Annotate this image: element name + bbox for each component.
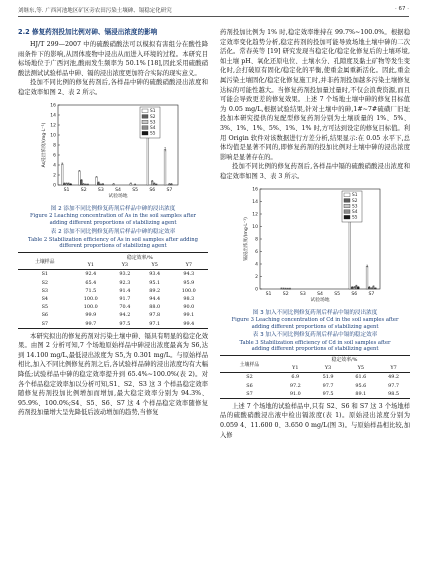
y-tick-label: 6 bbox=[53, 153, 56, 159]
table-2-caption: 表 2 添加不同比例修复药剂后样品中砷的稳定效率 bbox=[50, 229, 176, 236]
legend-swatch bbox=[344, 193, 350, 197]
table-cell: 99.4 bbox=[170, 319, 208, 328]
page-number: · 67 · bbox=[395, 6, 409, 12]
row-label: S3 bbox=[41, 287, 49, 294]
group-header: 稳定效率/% bbox=[72, 252, 208, 261]
x-tick-label: S6 bbox=[351, 291, 358, 297]
row-label: S2 bbox=[41, 279, 49, 286]
legend-label: S3 bbox=[352, 203, 358, 209]
y-tick-label: 10 bbox=[252, 224, 258, 230]
row-label: S4 bbox=[41, 295, 49, 302]
right-column bbox=[220, 28, 410, 440]
x-tick-label: S7 bbox=[166, 187, 173, 193]
paragraph: 上述 7 个场地的试验样品中,只有 S2、S6 和 S7 这 3 个场地样品的硫酸硝酸浸出液中检出镉浓度(表 1)。原始浸出浓度分别为 0.059 4、11.600 0、3.650 0 mg/L(图 3)。与原始样品相比较,加入修 bbox=[220, 402, 410, 439]
y-axis-label: 镉浸出浓度/(mg·L⁻¹) bbox=[244, 216, 249, 261]
row-label: S1 bbox=[18, 270, 72, 279]
y-tick-label: 0 bbox=[53, 183, 56, 189]
x-tick-label: S4 bbox=[317, 291, 323, 297]
table-2-grid bbox=[18, 252, 208, 329]
x-tick-label: S1 bbox=[63, 187, 70, 193]
x-tick-label: S2 bbox=[80, 187, 87, 193]
figure-3 bbox=[220, 185, 410, 331]
x-tick-label: S1 bbox=[265, 291, 272, 297]
legend-label: S1 bbox=[150, 108, 156, 114]
legend-swatch bbox=[142, 131, 148, 135]
table-cell: 98.5 bbox=[377, 390, 410, 399]
figure-2 bbox=[18, 101, 208, 227]
table-cell: 100.0 bbox=[181, 287, 196, 294]
table-cell: 99.9 bbox=[85, 312, 97, 319]
y-tick-label: 8 bbox=[255, 237, 258, 243]
header-title: 刘继东,等. 广西河池地区矿区旁农田污染土壤砷、镉稳定化研究 bbox=[18, 8, 172, 14]
table-row bbox=[18, 279, 208, 287]
x-tick-label: S5 bbox=[132, 187, 139, 193]
y-tick-label: 10 bbox=[50, 133, 56, 139]
table-cell: 91.0 bbox=[279, 390, 312, 399]
paragraph: HJ/T 299—2007 中的硫酸硝酸法可以模拟有害组分在酸性降雨条件下的影响,从固体废物中浸出从而进入环境的过程。本研究目标场地位于广西河池,酸雨发生频率为 50.1% [18],因此采用硫酸硝酸法测试试验样品中砷、镉的浸出浓度更加符合实际的现实意义。 bbox=[18, 41, 208, 77]
table-3-caption: 表 3 加入不同比例修复药剂后样品中镉的稳定效率 bbox=[252, 332, 378, 339]
legend-swatch bbox=[142, 125, 148, 129]
table-row bbox=[220, 373, 410, 382]
table-cell: 95.9 bbox=[183, 279, 195, 286]
paragraph: 药剂投加比例为 1% 时,稳定效率维持在 99.7%~100.0%。根据稳定效率变化趋势分析,稳定药剂的投加可能导致场地土壤中砷的二次活化。常春英等 [19] 研究发现当稳定化/稳定化修复后的土壤环境,如土壤 pH、氧化还原电位、土壤水分、孔隙度及黏土矿物等发生变化时,会打破原有固化/稳定化的平衡,使重金属重新活化。因此,重金属污染土壤固化/稳定化修复施工时,并非药剂投加越多污染土壤修复达标的可能性越大。当修复药剂投加量过量时,不仅会浪费资源,而且可能会导致更差的修复效果。上述 7 个场地土壤中砷的修复目标值为 0.05 mg/L,根据试验结果,针对土壤中的砷,1#~7#硫磺厂旧址投加本研究提供的复配型修复药剂分别为土壤质量的 1%、5%、3%、1%、1%、5%、1%、1% 时,方可达到设定的修复目标值。利用 Origin 软件对该数据进行方差分析,结果显示:在 0.05 水平下,总体均值是显著不同的,即修复药剂的投加比例对土壤中砷的浸出浓度影响是显著存在的。 bbox=[220, 29, 410, 161]
table-cell: 95.6 bbox=[355, 382, 367, 389]
bar bbox=[61, 164, 63, 185]
figure-3-caption: 图 3 加入不同比例修复药剂后样品中镉的浸出浓度 bbox=[252, 309, 378, 316]
legend-label: S3 bbox=[150, 119, 156, 125]
row-label: S6 bbox=[41, 312, 49, 319]
x-axis-label: 试验场地 bbox=[108, 193, 128, 199]
table-cell: 92.3 bbox=[119, 279, 131, 286]
row-label: S5 bbox=[41, 304, 49, 311]
bar bbox=[96, 177, 98, 185]
y-axis-label: As浸出浓度/(mg·L⁻¹) bbox=[42, 122, 47, 167]
table-cell: 61.6 bbox=[344, 373, 377, 382]
paragraph: 本研究拟出的修复药剂对污染土壤中砷、镉具有明显的稳定化效果。由图 2 分析可知,7 个场地原始样品中砷浸出浓度最高为 S6,达到 14.100 mg/L,最低浸出浓度为 S5,为 0.301 mg/L。与原始样品相比,加入不同比例修复药剂之后,各试验样品砷的浸出浓度均有大幅降低;试验样品中砷的稳定效率提升到 65.4%~100.0%(表 2)。对各个样品稳定效率加以分析可知,S1、S2、S3 这 3 个样品稳定效率随修复药剂投加比例增加而增加,最大稳定效率分别为 94.3%、95.9%、100.0%;S4、S5、S6、S7 这 4 个样品稳定效率随修复药剂投加量增大呈先降低后波动增加的趋势,当修复 bbox=[18, 332, 208, 417]
table-cell: 97.5 bbox=[110, 319, 140, 328]
table-cell: 99.7 bbox=[72, 319, 110, 328]
y-tick-label: 14 bbox=[50, 113, 56, 119]
table-cell: 94.3 bbox=[170, 270, 208, 279]
row-label: S7 bbox=[220, 390, 279, 399]
row-label: S2 bbox=[220, 373, 279, 382]
x-tick-label: S3 bbox=[97, 187, 104, 193]
table-cell: 95.1 bbox=[149, 279, 161, 286]
table-3 bbox=[220, 332, 410, 399]
x-tick-label: S7 bbox=[368, 291, 375, 297]
table-cell: 90.0 bbox=[183, 304, 195, 311]
legend-swatch bbox=[344, 209, 350, 213]
figure-2-caption: 图 2 添加不同比例修复药剂后样品中砷的浸出浓度 bbox=[50, 205, 176, 212]
table-row bbox=[18, 311, 208, 319]
legend-label: S1 bbox=[352, 192, 358, 198]
table-cell: 51.9 bbox=[312, 373, 345, 382]
table-cell: 100.0 bbox=[83, 304, 98, 311]
legend-label: S5 bbox=[150, 131, 156, 137]
column-header: Y7 bbox=[185, 262, 192, 269]
x-tick-label: S2 bbox=[282, 291, 289, 297]
x-tick-label: S5 bbox=[334, 291, 341, 297]
y-tick-label: 12 bbox=[50, 123, 56, 129]
table-cell: 91.4 bbox=[119, 287, 131, 294]
y-tick-label: 2 bbox=[53, 173, 56, 179]
table-row bbox=[18, 270, 208, 279]
column-header: Y3 bbox=[121, 262, 129, 269]
row-label: S7 bbox=[18, 319, 72, 328]
table-cell: 49.2 bbox=[377, 373, 410, 382]
y-tick-label: 16 bbox=[252, 187, 258, 193]
table-cell: 100.0 bbox=[83, 295, 98, 302]
column-header: Y5 bbox=[151, 262, 158, 269]
running-header bbox=[18, 4, 409, 16]
column-header: Y7 bbox=[390, 365, 397, 372]
table-cell: 89.1 bbox=[344, 390, 377, 399]
column-header: Y1 bbox=[87, 262, 94, 269]
left-column bbox=[18, 28, 208, 418]
y-tick-label: 14 bbox=[252, 199, 258, 205]
x-tick-label: S3 bbox=[299, 291, 306, 297]
table-cell: 94.2 bbox=[119, 312, 131, 319]
paragraph: 投加不同比例的修复药剂后,各样品中砷的硫酸硝酸浸出浓度和稳定效率如图 2、表 2 所示。 bbox=[18, 79, 208, 96]
y-tick-label: 8 bbox=[53, 143, 56, 149]
figure-2-caption-en: Figure 2 Leaching concentration of As in the soil samples after adding different proportions of stabilizing agent bbox=[29, 213, 197, 226]
legend-label: S2 bbox=[150, 114, 156, 120]
figure-3-chart bbox=[220, 185, 410, 305]
paragraph: 投加不同比例的修复药剂后,各样品中镉的硫酸硝酸浸出浓度和稳定效率如图 3、表 3 所示。 bbox=[220, 163, 410, 180]
section-title: 2.2 修复药剂投加比例对砷、镉浸出浓度的影响 bbox=[18, 28, 158, 36]
group-header: 稳定效率/% bbox=[279, 355, 410, 364]
table-3-caption-en: Table 3 Stabilization efficiency of Cd in soil samples after adding different proportions of stabilizing agent bbox=[239, 339, 391, 353]
table-row bbox=[18, 287, 208, 295]
row-header: 土壤样品 bbox=[220, 355, 279, 372]
x-tick-label: S6 bbox=[149, 187, 156, 193]
bar bbox=[164, 149, 166, 185]
bar bbox=[366, 266, 368, 289]
table-cell: 97.2 bbox=[289, 382, 301, 389]
table-cell: 93.4 bbox=[140, 270, 170, 279]
table-cell: 70.4 bbox=[119, 304, 131, 311]
x-axis-label: 试验场地 bbox=[310, 297, 330, 303]
table-cell: 97.1 bbox=[140, 319, 170, 328]
bar bbox=[349, 216, 351, 289]
figure-2-chart bbox=[18, 101, 208, 201]
legend-swatch bbox=[344, 204, 350, 208]
y-tick-label: 6 bbox=[255, 249, 258, 255]
table-row bbox=[18, 295, 208, 303]
column-header: Y5 bbox=[357, 365, 364, 372]
column-header: Y1 bbox=[292, 365, 299, 372]
legend-swatch bbox=[344, 215, 350, 219]
table-cell: 71.5 bbox=[85, 287, 97, 294]
table-row bbox=[18, 319, 208, 328]
table-cell: 99.1 bbox=[183, 312, 195, 319]
table-cell: 98.3 bbox=[183, 295, 195, 302]
y-tick-label: 4 bbox=[255, 262, 258, 268]
figure-3-caption-en: Figure 3 Leaching concentration of Cd in the soil samples after adding different proportions of stabilizing agent bbox=[231, 317, 399, 330]
table-2 bbox=[18, 229, 208, 328]
y-tick-label: 0 bbox=[255, 287, 258, 293]
table-cell: 91.7 bbox=[119, 295, 131, 302]
header-rule bbox=[18, 16, 409, 17]
legend-label: S4 bbox=[150, 125, 156, 131]
table-cell: 97.8 bbox=[149, 312, 161, 319]
row-label: S6 bbox=[246, 382, 253, 389]
y-tick-label: 12 bbox=[252, 212, 258, 218]
table-2-caption-en: Table 2 Stabilization efficiency of As in soil samples after adding different proportions of stabilizing agent bbox=[28, 236, 198, 250]
table-cell: 6.9 bbox=[279, 373, 312, 382]
bar bbox=[151, 181, 153, 185]
legend-swatch bbox=[142, 120, 148, 124]
legend-swatch bbox=[344, 198, 350, 202]
legend-label: S4 bbox=[352, 209, 358, 215]
legend-label: S5 bbox=[352, 215, 358, 221]
table-3-grid bbox=[220, 355, 410, 399]
y-tick-label: 4 bbox=[53, 163, 56, 169]
legend-swatch bbox=[142, 114, 148, 118]
y-tick-label: 2 bbox=[255, 274, 258, 280]
y-tick-label: 16 bbox=[50, 103, 56, 109]
legend-label: S2 bbox=[352, 198, 358, 204]
column-header: Y3 bbox=[324, 365, 332, 372]
row-header: 土壤样品 bbox=[18, 252, 72, 269]
table-cell: 93.2 bbox=[110, 270, 140, 279]
bar bbox=[81, 180, 83, 185]
table-row bbox=[18, 303, 208, 311]
table-cell: 92.4 bbox=[72, 270, 110, 279]
table-cell: 65.4 bbox=[85, 279, 97, 286]
legend-swatch bbox=[142, 109, 148, 113]
table-cell: 97.5 bbox=[312, 390, 345, 399]
table-cell: 89.2 bbox=[149, 287, 161, 294]
table-cell: 97.7 bbox=[388, 382, 400, 389]
bar bbox=[78, 171, 80, 185]
table-row bbox=[220, 381, 410, 389]
table-row bbox=[220, 390, 410, 399]
table-cell: 97.7 bbox=[322, 382, 334, 389]
table-cell: 88.0 bbox=[149, 304, 161, 311]
table-cell: 94.4 bbox=[149, 295, 161, 302]
x-tick-label: S4 bbox=[115, 187, 121, 193]
